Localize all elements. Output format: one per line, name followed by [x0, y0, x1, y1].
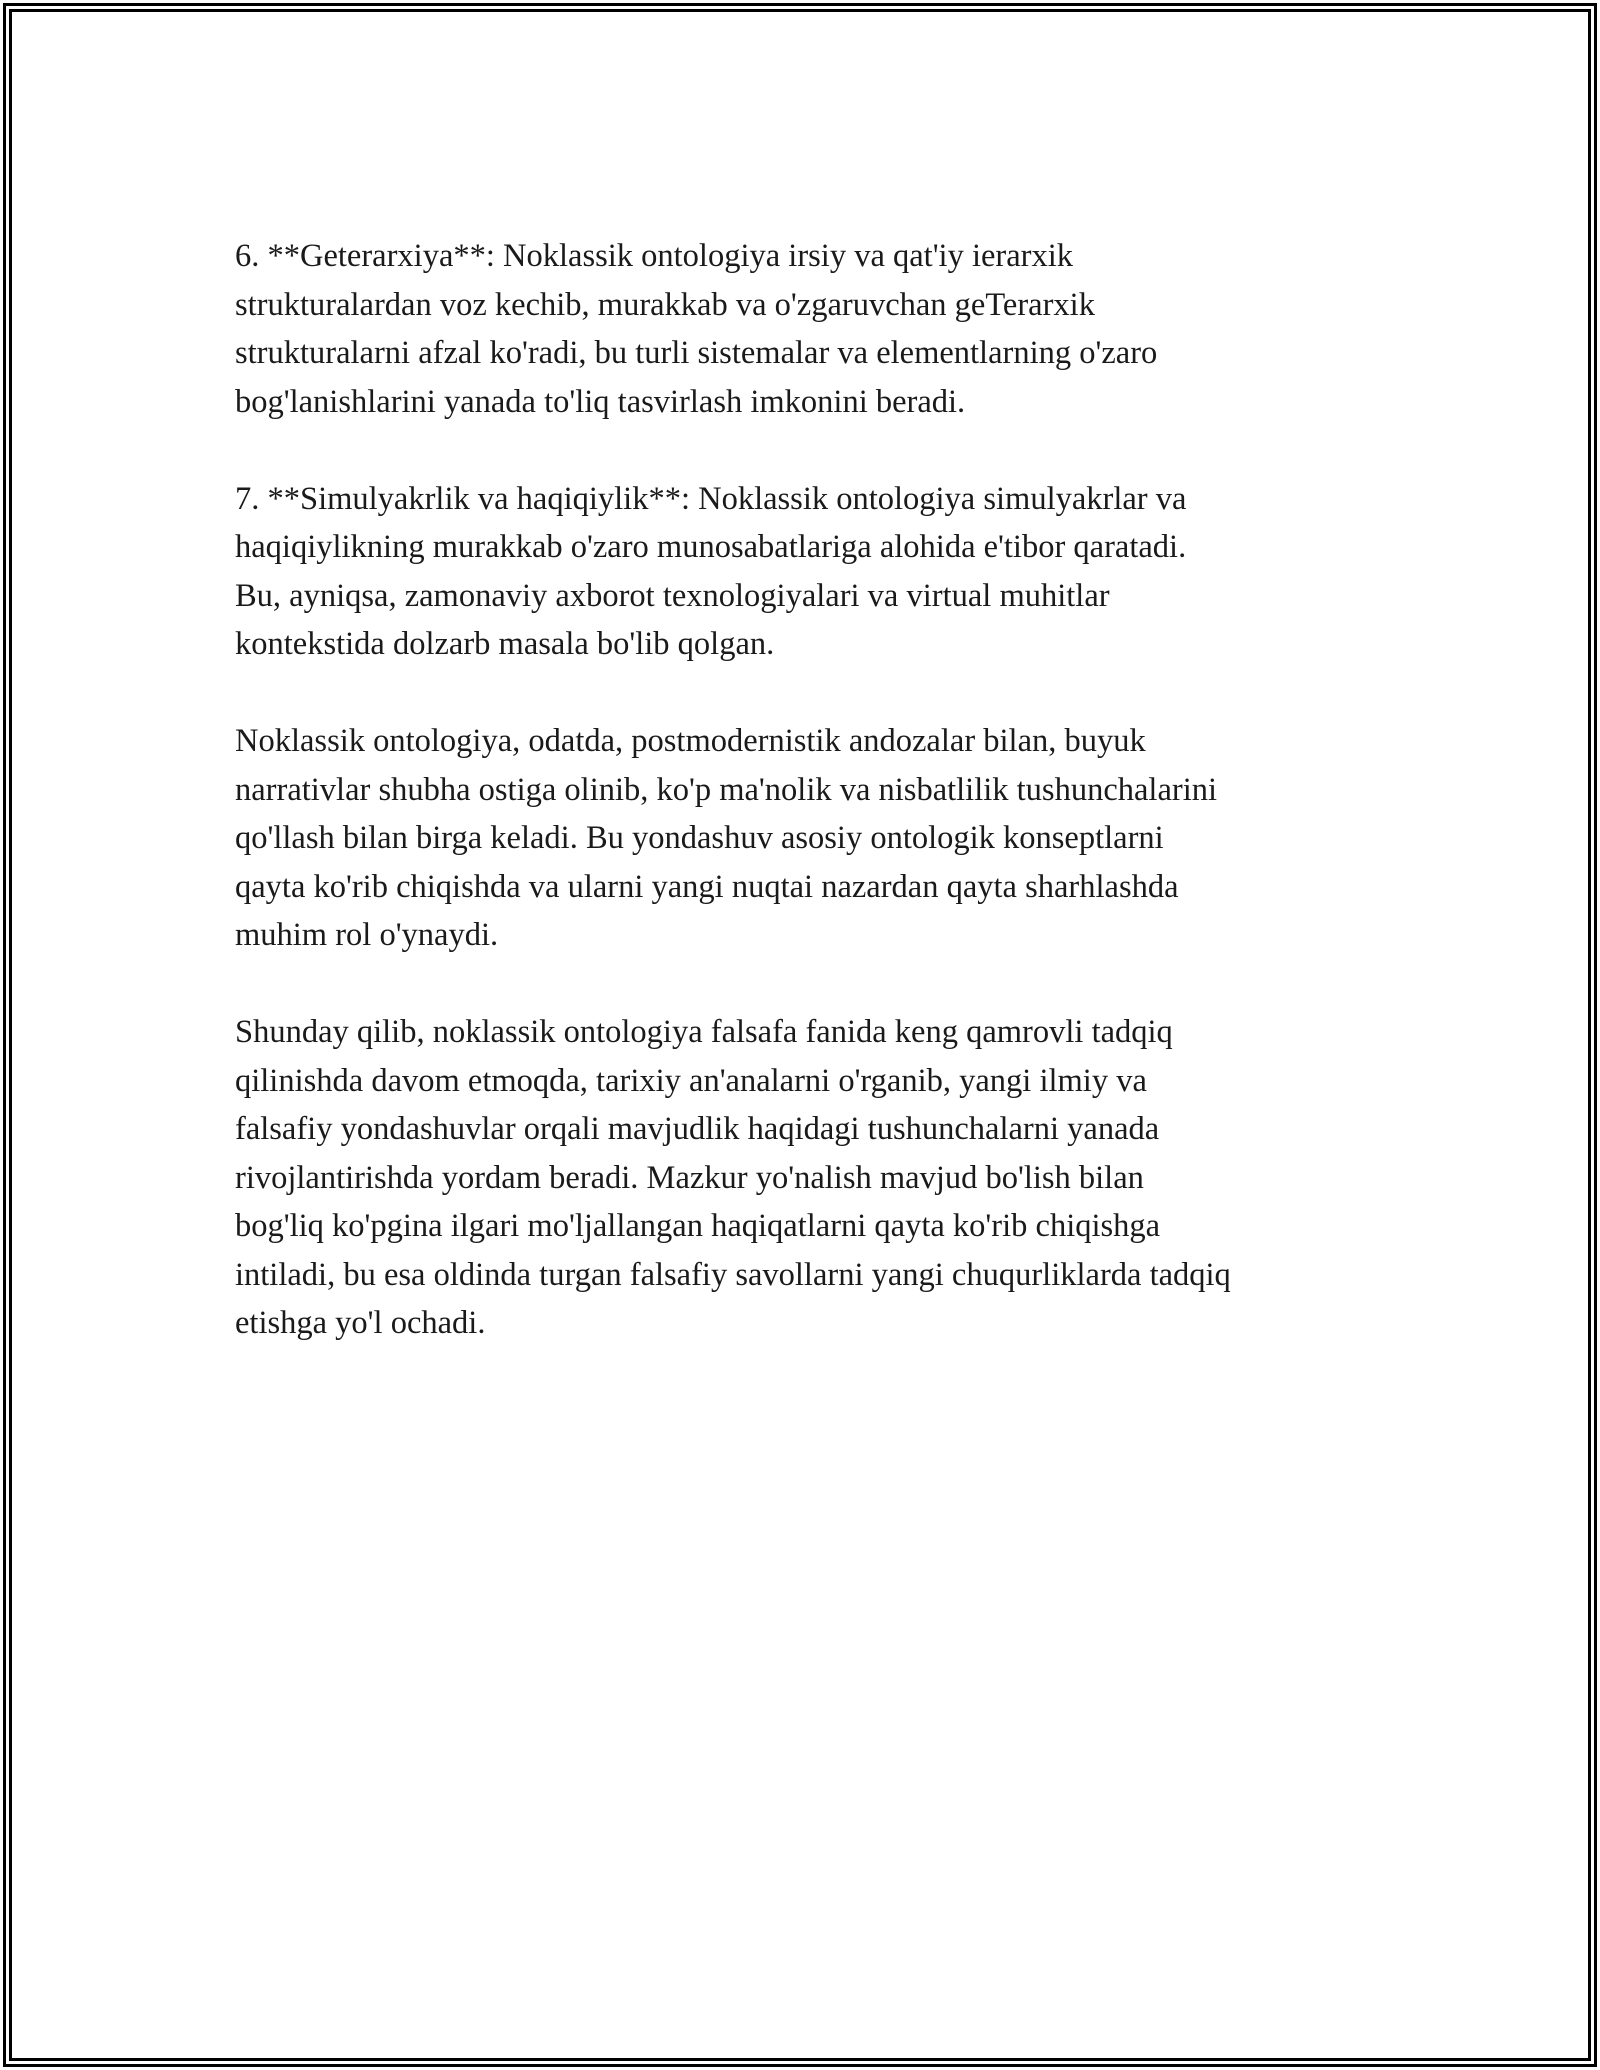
paragraph-conclusion: Shunday qilib, noklassik ontologiya falsafa fanida keng qamrovli tadqiq qilinishda davom etmoqda, tarixiy an'analarni o'rganib, yangi ilmiy va falsafiy yondashuvlar orqali mavjudlik haqidagi tushunchalarni yanada rivojlantirishda yordam beradi. Mazkur yo'nalish mavjud bo'lish bilan bog'liq ko'pgina ilgari mo'ljallangan haqiqatlarni qayta ko'rib chiqishga intiladi, bu esa oldinda turgan falsafiy savollarni yangi chuqurliklarda tadqiq etishga yo'l ochadi. [235, 1014, 1231, 1341]
document-body [235, 232, 1385, 1396]
paragraph-postmodernism: Noklassik ontologiya, odatda, postmodernistik andozalar bilan, buyuk narrativlar shubha ostiga olinib, ko'p ma'nolik va nisbatlilik tushunchalarini qo'llash bilan birga keladi. Bu yondashuv asosiy ontologik konseptlarni qayta ko'rib chiqishda va ularni yangi nuqtai nazardan qayta sharhlashda muhim rol o'ynaydi. [235, 723, 1218, 953]
paragraph-geterarxiya: 6. **Geterarxiya**: Noklassik ontologiya irsiy va qat'iy ierarxik strukturalardan voz kechib, murakkab va o'zgaruvchan geTerarxik strukturalarni afzal ko'radi, bu turli sistemalar va elementlarning o'zaro bog'lanishlarini yanada to'liq tasvirlash imkonini beradi. [235, 238, 1158, 420]
paragraph-simulyakrlik: 7. **Simulyakrlik va haqiqiylik**: Noklassik ontologiya simulyakrlar va haqiqiylikning murakkab o'zaro munosabatlariga alohida e'tibor qaratadi. Bu, ayniqsa, zamonaviy axborot texnologiyalari va virtual muhitlar kontekstida dolzarb masala bo'lib qolgan. [235, 480, 1187, 662]
